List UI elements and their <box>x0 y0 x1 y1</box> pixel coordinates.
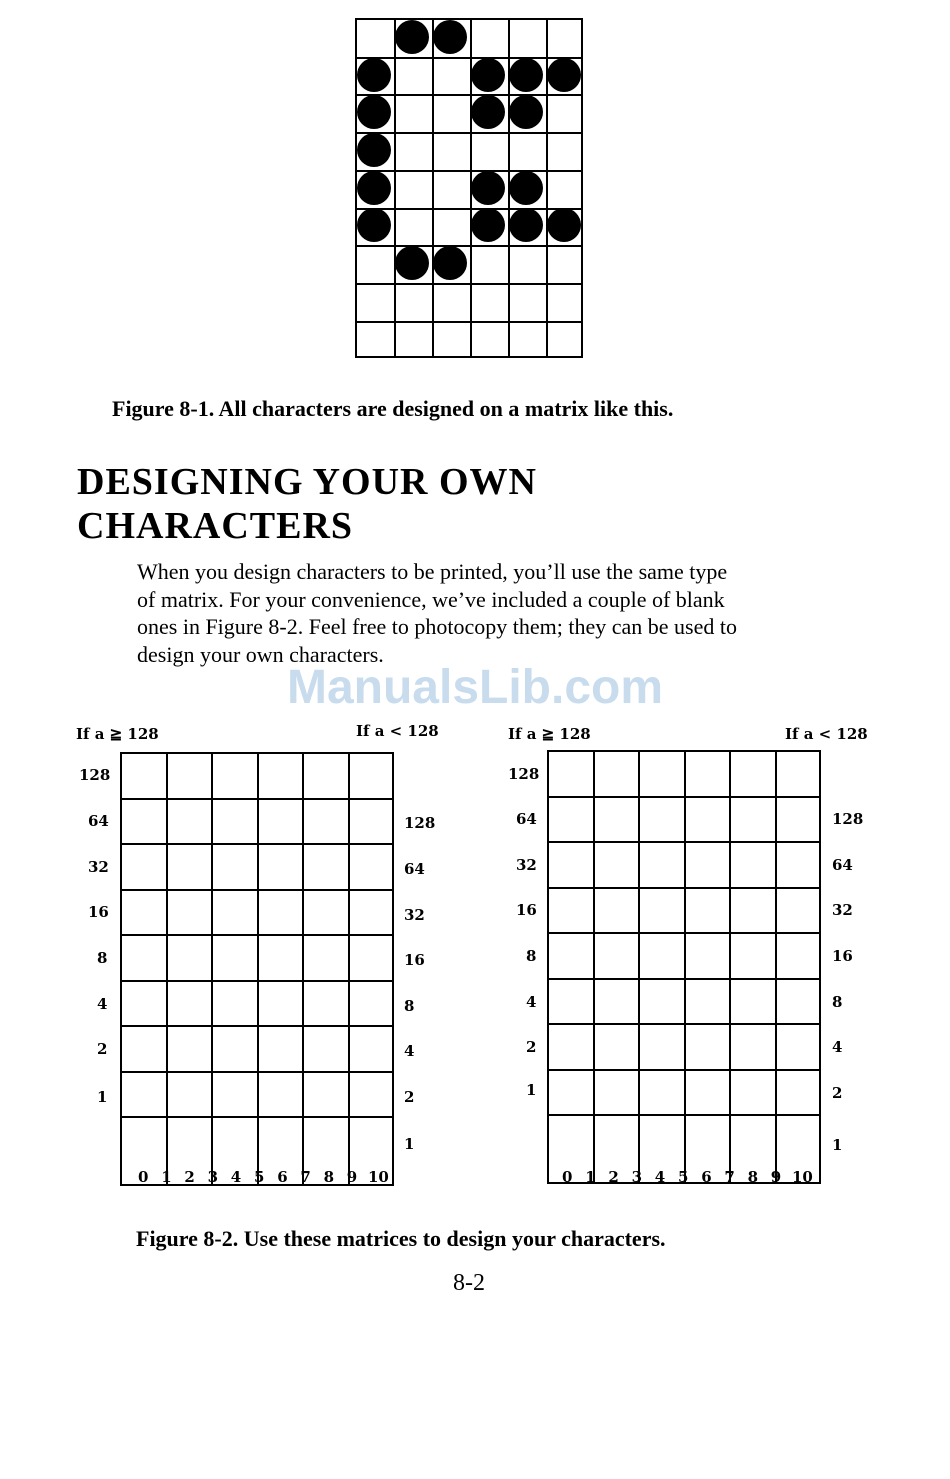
matrix-column-line <box>593 752 595 1182</box>
matrix-dot <box>547 58 581 92</box>
body-line: When you design characters to be printed, you’ll use the same type <box>137 559 728 584</box>
matrix-row-line <box>122 934 392 936</box>
left-weight-label: 32 <box>516 856 537 874</box>
matrix-row-line <box>549 1114 819 1116</box>
right-weight-label: 1 <box>404 1135 415 1153</box>
matrix-row-line <box>549 796 819 798</box>
right-weight-label: 8 <box>404 997 415 1015</box>
right-weight-label: 16 <box>832 947 853 965</box>
column-number: 10 <box>792 1168 813 1186</box>
left-weight-label: 128 <box>508 765 540 783</box>
column-number: 6 <box>701 1168 712 1186</box>
matrix-row-line <box>357 57 581 59</box>
blank-matrix-right <box>547 750 821 1184</box>
matrix-row-line <box>549 1023 819 1025</box>
right-weight-label: 128 <box>832 810 864 828</box>
matrix-row-line <box>357 283 581 285</box>
right-weight-label: 1 <box>832 1136 843 1154</box>
matrix-row-line <box>549 841 819 843</box>
matrix-dot <box>433 20 467 54</box>
left-weight-label: 8 <box>97 949 108 967</box>
column-number: 3 <box>207 1168 219 1186</box>
matrix-row-line <box>357 94 581 96</box>
left-weight-label: 4 <box>97 995 108 1013</box>
matrix-dot <box>509 171 543 205</box>
matrix-row-line <box>357 245 581 247</box>
right-weight-label: 64 <box>404 860 425 878</box>
matrix-row-line <box>549 978 819 980</box>
right-weight-label: 32 <box>404 906 425 924</box>
matrix-row-line <box>122 843 392 845</box>
matrix-column-line <box>775 752 777 1182</box>
column-number: 2 <box>608 1168 619 1186</box>
column-number: 4 <box>654 1168 666 1186</box>
matrix-dot <box>509 95 543 129</box>
left-weight-label: 64 <box>88 812 109 830</box>
column-number: 1 <box>585 1168 596 1186</box>
right-weight-label: 8 <box>832 993 843 1011</box>
matrix-row-line <box>357 321 581 323</box>
matrix-column-line <box>394 20 396 356</box>
body-line: of matrix. For your convenience, we’ve included a couple of blank <box>137 586 725 612</box>
left-weight-label: 64 <box>516 810 537 828</box>
left-weight-label: 2 <box>526 1038 537 1056</box>
matrix-column-line <box>729 752 731 1182</box>
body-line: ones in Figure 8-2. Feel free to photocopy them; they can be used to <box>137 614 737 639</box>
matrix-row-line <box>122 1025 392 1027</box>
left-weight-label: 32 <box>88 858 109 876</box>
column-number: 2 <box>184 1168 195 1186</box>
body-paragraph <box>137 558 867 668</box>
right-weight-label: 4 <box>404 1042 415 1060</box>
matrix-dot <box>471 95 505 129</box>
matrix-dot <box>471 208 505 242</box>
matrix-column-line <box>432 20 434 356</box>
matrix-row-line <box>357 208 581 210</box>
column-number: 6 <box>277 1168 288 1186</box>
left-weight-label: 16 <box>88 903 109 921</box>
column-number: 8 <box>323 1168 335 1186</box>
matrix-dot <box>357 133 391 167</box>
matrix-row-line <box>122 1071 392 1073</box>
matrix-dot <box>509 208 543 242</box>
matrix-column-line <box>211 754 213 1184</box>
matrix-column-line <box>166 754 168 1184</box>
header-if-a-ge-128: If a ≧ 128 <box>508 725 591 743</box>
matrix-dot <box>433 246 467 280</box>
right-weight-label: 4 <box>832 1038 843 1056</box>
matrix-row-line <box>122 1116 392 1118</box>
column-number: 0 <box>562 1168 573 1186</box>
column-number: 0 <box>138 1168 149 1186</box>
left-weight-label: 1 <box>97 1088 108 1106</box>
header-if-a-ge-128: If a ≧ 128 <box>76 725 159 743</box>
matrix-dot <box>357 58 391 92</box>
blank-matrix-left <box>120 752 394 1186</box>
matrix-row-line <box>122 889 392 891</box>
right-weight-label: 64 <box>832 856 853 874</box>
matrix-column-line <box>684 752 686 1182</box>
matrix-row-line <box>549 887 819 889</box>
column-number: 5 <box>678 1168 689 1186</box>
section-heading-line-2: CHARACTERS <box>77 505 354 547</box>
column-number: 7 <box>300 1168 311 1186</box>
body-line: design your own characters. <box>137 641 384 667</box>
left-weight-label: 16 <box>516 901 537 919</box>
column-number: 8 <box>747 1168 759 1186</box>
figure-8-1-caption: Figure 8-1. All characters are designed on a matrix like this. <box>112 396 674 421</box>
matrix-row-line <box>549 932 819 934</box>
matrix-column-line <box>257 754 259 1184</box>
column-number: 7 <box>724 1168 735 1186</box>
matrix-row-line <box>122 798 392 800</box>
column-number: 9 <box>770 1168 782 1186</box>
matrix-column-line <box>302 754 304 1184</box>
column-number: 10 <box>368 1168 389 1186</box>
column-number: 3 <box>631 1168 643 1186</box>
matrix-row-line <box>357 132 581 134</box>
watermark: ManualsLib.com <box>286 661 664 714</box>
matrix-row-line <box>122 980 392 982</box>
left-weight-label: 128 <box>79 766 111 784</box>
column-number: 4 <box>230 1168 242 1186</box>
column-number: 1 <box>161 1168 172 1186</box>
matrix-dot <box>471 171 505 205</box>
left-weight-label: 8 <box>526 947 537 965</box>
right-weight-label: 16 <box>404 951 425 969</box>
matrix-dot <box>395 20 429 54</box>
right-weight-label: 32 <box>832 901 853 919</box>
page-number: 8-2 <box>453 1270 485 1296</box>
column-number: 5 <box>254 1168 265 1186</box>
left-weight-label: 4 <box>526 993 537 1011</box>
matrix-dot <box>509 58 543 92</box>
section-heading-line-1: DESIGNING YOUR OWN <box>77 461 537 503</box>
dot-matrix-figure <box>355 18 583 358</box>
figure-8-2-caption: Figure 8-2. Use these matrices to design your characters. <box>136 1226 666 1251</box>
left-weight-label: 2 <box>97 1040 108 1058</box>
right-weight-label: 2 <box>404 1088 415 1106</box>
matrix-dot <box>395 246 429 280</box>
left-weight-label: 1 <box>526 1081 537 1099</box>
matrix-dot <box>357 208 391 242</box>
matrix-dot <box>547 208 581 242</box>
right-weight-label: 128 <box>404 814 436 832</box>
matrix-column-line <box>348 754 350 1184</box>
matrix-column-line <box>638 752 640 1182</box>
matrix-row-line <box>549 1069 819 1071</box>
matrix-dot <box>357 171 391 205</box>
column-number: 9 <box>346 1168 358 1186</box>
section-heading <box>77 460 537 548</box>
matrix-row-line <box>357 170 581 172</box>
header-if-a-lt-128: If a < 128 <box>785 725 868 743</box>
header-if-a-lt-128: If a < 128 <box>356 722 439 740</box>
right-weight-label: 2 <box>832 1084 843 1102</box>
matrix-dot <box>471 58 505 92</box>
matrix-dot <box>357 95 391 129</box>
